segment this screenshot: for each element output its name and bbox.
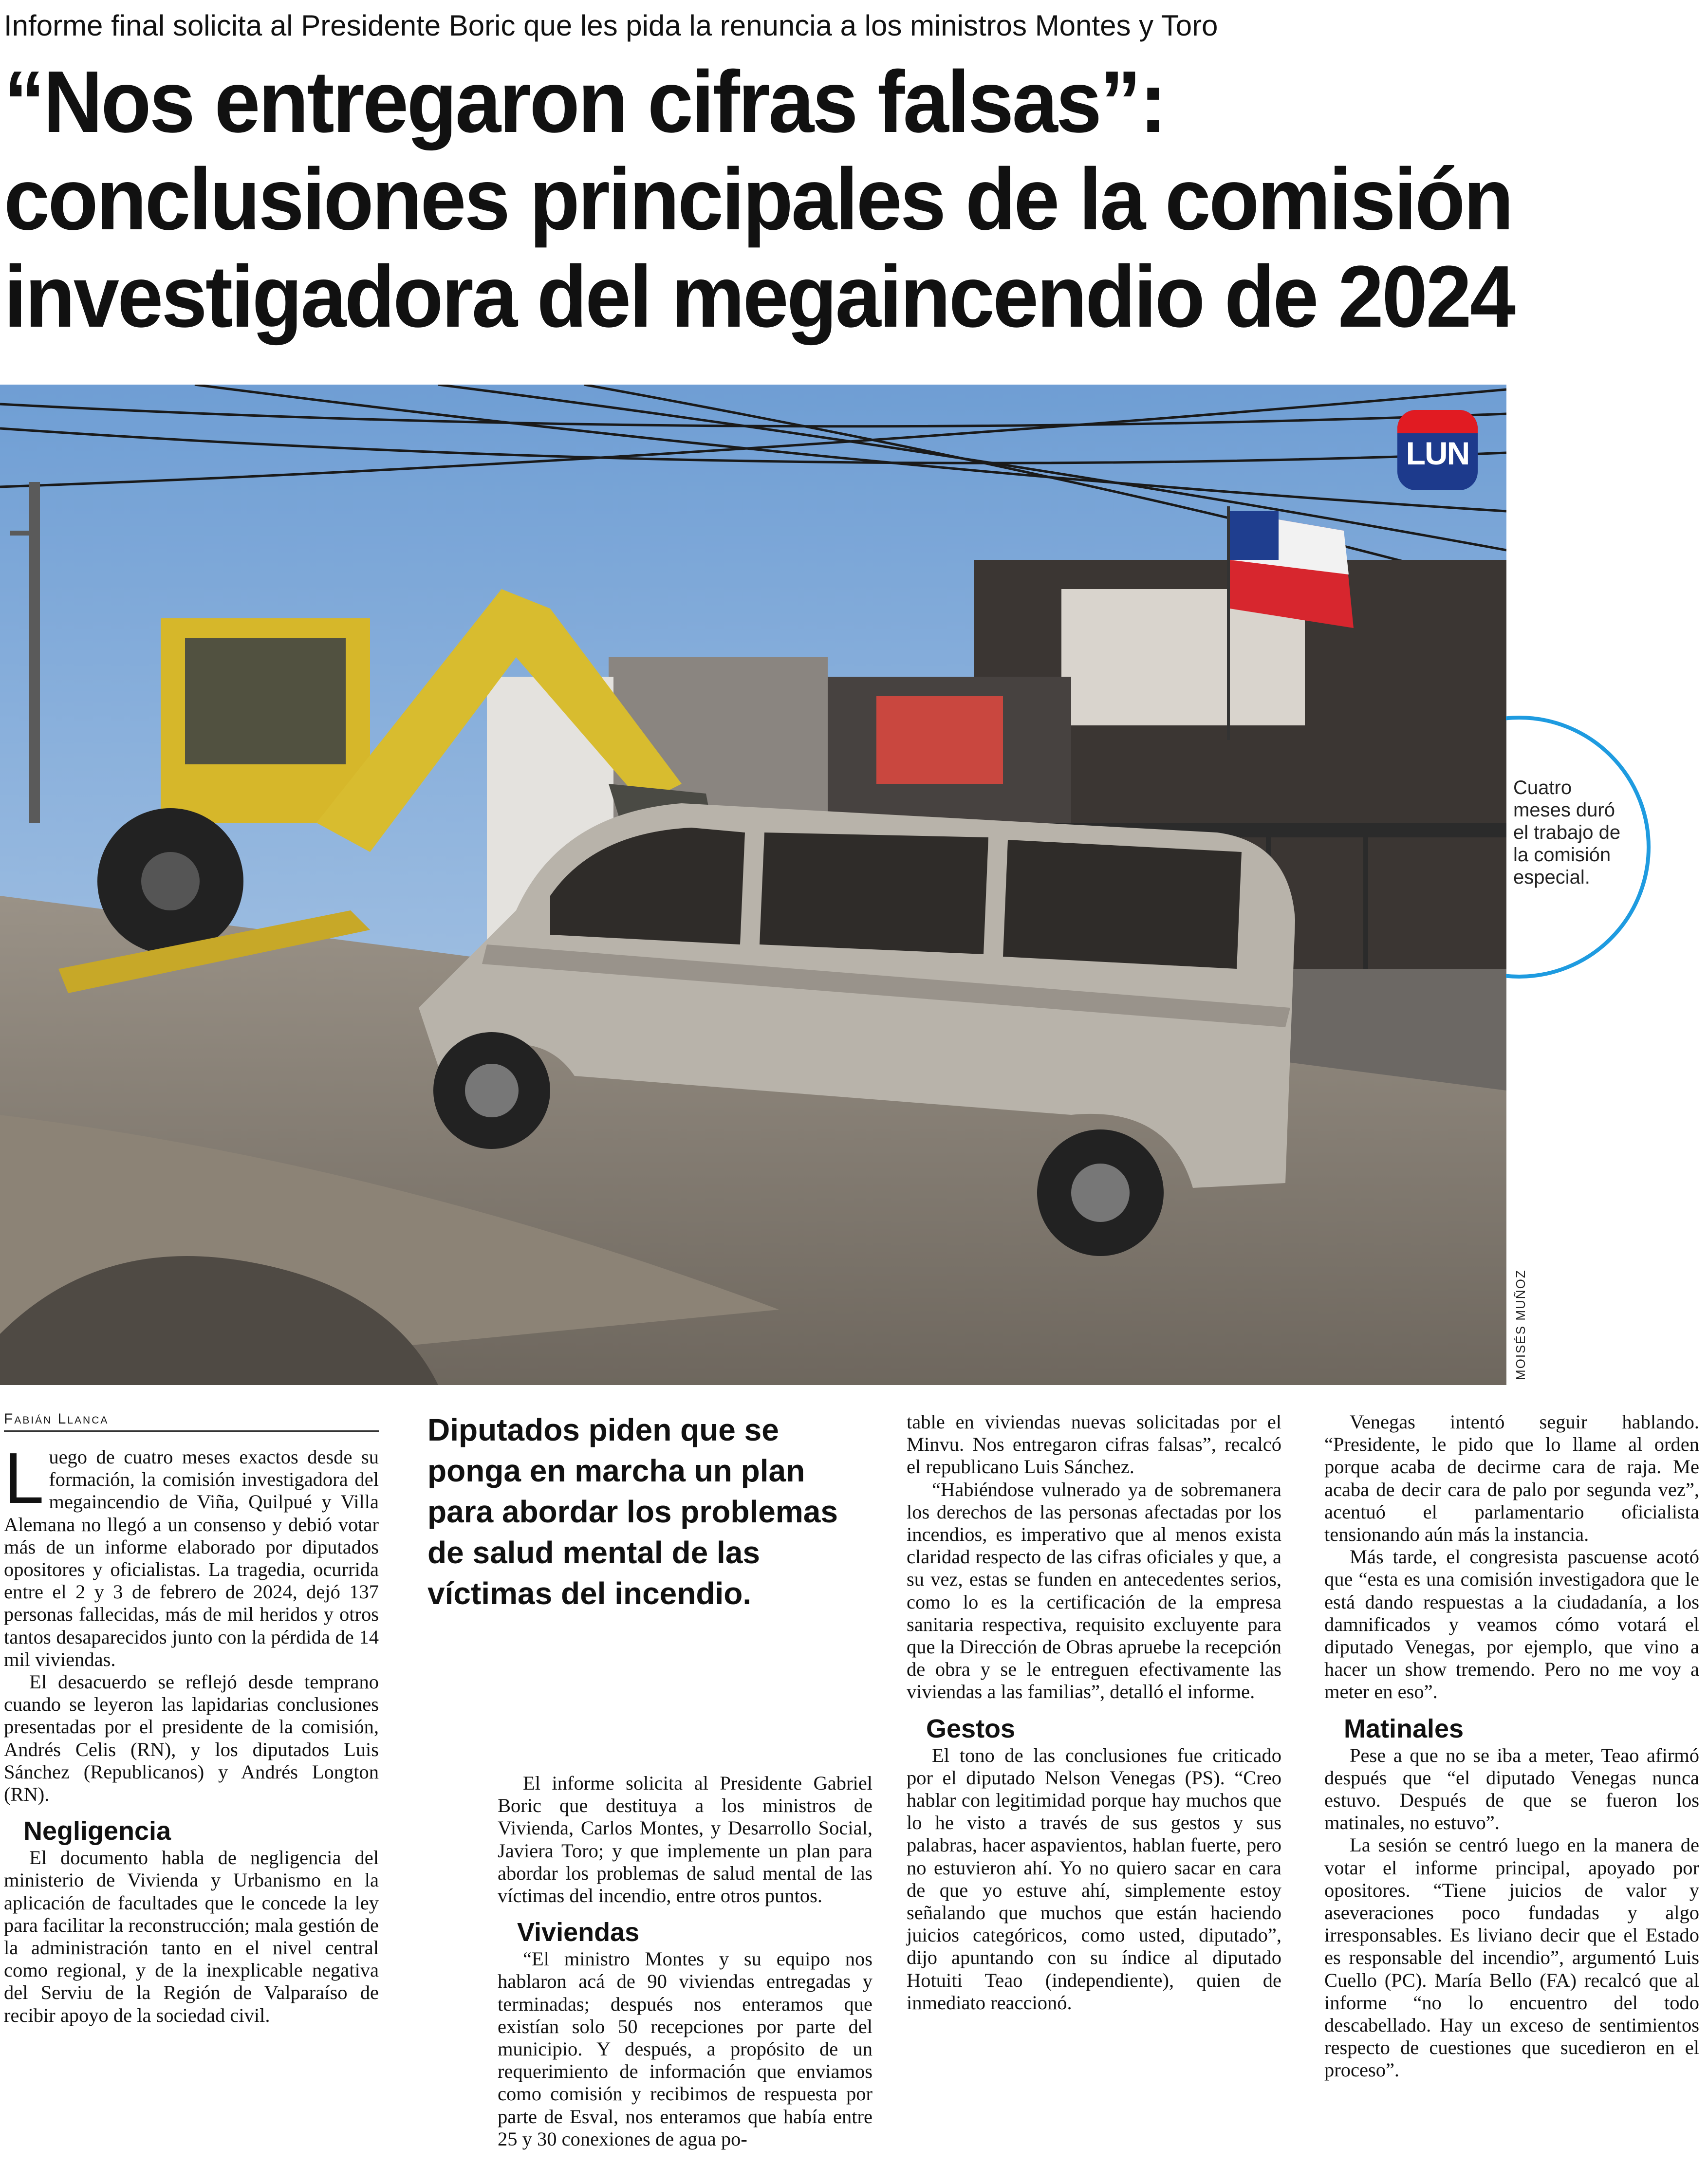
- paragraph: Pese a que no se iba a meter, Teao afirmó después que “el diputado Venegas nunca estuvo. Después de que se fueron los matinales, no estuvo”.: [1324, 1744, 1699, 1834]
- column-2: [498, 1772, 873, 2150]
- dropcap: L: [4, 1438, 44, 1518]
- paragraph: “El ministro Montes y su equipo nos hablaron acá de 90 viviendas entregadas y terminadas; después nos enteramos que existían solo 50 recepciones por parte del municipio. Y después, a propósito de un requerimiento de información que enviamos como comisión y recibimos de respuesta por parte de Esval, nos enteramos que había entre 25 y 30 conexiones de agua po-: [498, 1948, 873, 2150]
- subheading-gestos: Gestos: [926, 1714, 1016, 1743]
- subheading-viviendas: Viviendas: [517, 1918, 640, 1947]
- lun-logo: [1397, 410, 1478, 490]
- column-1: [4, 1438, 379, 2027]
- paragraph: Más tarde, el congresista pascuense acotó que “esta es una comisión investigadora que le está dando respuestas a la ciudadanía, a los damnificados y veamos cómo votará el diputado Venegas, por ejemplo, que vino a hacer un show tremendo. Pero no me voy a meter en eso”.: [1324, 1546, 1699, 1703]
- logo-text: LUN: [1406, 435, 1469, 471]
- pull-quote: Diputados piden que se ponga en marcha un plan para abordar los problemas de salud mental de las víctimas del incendio.: [427, 1412, 838, 1611]
- article-kicker: Informe final solicita al Presidente Boric que les pida la renuncia a los ministros Montes y Toro: [4, 9, 1218, 42]
- subheading-matinales: Matinales: [1344, 1714, 1464, 1743]
- subheading-negligencia: Negligencia: [23, 1816, 171, 1846]
- paragraph: La sesión se centró luego en la manera de votar el informe principal, apoyado por opositores. “Tiene juicios de valor y aseveraciones poco fundadas y algo irresponsables. Es liviano decir que el Estado es responsable del incendio”, argumentó Luis Cuello (PC). María Bello (FA) recalcó que al informe “no lo encuentro del todo descabellado. Hay un exceso de sentimientos respecto de cuestiones que sucedieron en el proceso”.: [1324, 1834, 1699, 2081]
- article-headline: “Nos entregaron cifras falsas”: conclusiones principales de la comisión investigadora del megaincendio de 2024: [4, 53, 1514, 346]
- photo-credit: MOISÉS MUÑOZ: [1513, 1269, 1528, 1380]
- paragraph: table en viviendas nuevas solicitadas por el Minvu. Nos entregaron cifras falsas”, recalcó el republicano Luis Sánchez.: [907, 1411, 1281, 1478]
- paragraph: El tono de las conclusiones fue criticado por el diputado Nelson Venegas (PS). “Creo hablar con legitimidad porque hay muchos que lo he visto a través de sus gestos y sus palabras, hacer aspavientos, hablan fuerte, pero no estuvieron ahí. Yo no quiero sacar en cara de que yo estuve ahí, simplemente estoy señalando que muchos que están haciendo juicios categóricos, como usted, diputado”, dijo apuntando con su índice al diputado Hotuiti Teao (independiente), quien de inmediato reaccionó.: [907, 1744, 1281, 2014]
- byline: Fabián Llanca: [4, 1411, 379, 1432]
- news-photo: [0, 385, 1506, 1385]
- column-3: [907, 1411, 1281, 2014]
- logo-red-band: [1397, 410, 1478, 433]
- column-4: [1324, 1411, 1699, 2082]
- paragraph: “Habiéndose vulnerado ya de sobremanera los derechos de las personas afectadas por los incendios, es imperativo que al menos exista claridad respecto de las cifras oficiales y que, a su vez, estas se funden en antecedentes serios, como lo es la certificación de la empresa sanitaria respectiva, requisito excluyente para que la Dirección de Obras apruebe la recepción de obra y se le entreguen efectivamente las viviendas a las familias”, detalló el informe.: [907, 1478, 1281, 1703]
- paragraph: El desacuerdo se reflejó desde temprano cuando se leyeron las lapidarias conclusiones presentadas por el presidente de la comisión, Andrés Celis (RN), y los diputados Luis Sánchez (Republicanos) y Andrés Longton (RN).: [4, 1671, 379, 1806]
- paragraph: El informe solicita al Presidente Gabriel Boric que destituya a los ministros de Vivienda, Carlos Montes, y Desarrollo Social, Javiera Toro; y que implemente un plan para abordar los problemas de salud mental de las víctimas del incendio, entre otros puntos.: [498, 1772, 873, 1907]
- paragraph: Luego de cuatro meses exactos desde su formación, la comisión investigadora del megaincendio de Viña, Quilpué y Villa Alemana no llegó a un consenso y debió votar más de un informe elaborado por diputados opositores y oficialistas. La tragedia, ocurrida entre el 2 y 3 de febrero de 2024, dejó 137 personas fallecidas, más de mil heridos y otros tantos desaparecidos junto con la pérdida de 14 mil viviendas.: [4, 1438, 379, 1670]
- paragraph: El documento habla de negligencia del ministerio de Vivienda y Urbanismo en la aplicación de facultades que le concede la ley para facilitar la reconstrucción; mala gestión de la administración tanto en el nivel central como regional, y de la inexplicable negativa del Serviu de la Región de Valparaíso de recibir apoyo de la sociedad civil.: [4, 1847, 379, 2026]
- photo-caption: Cuatro meses duró el trabajo de la comisión especial.: [1513, 777, 1621, 888]
- paragraph: Venegas intentó seguir hablando. “Presidente, le pido que lo llame al orden porque acaba de decirme cara de raja. Me acaba de decir cara de palo por segunda vez”, acentuó el parlamentario oficialista tensionando aún más la instancia.: [1324, 1411, 1699, 1546]
